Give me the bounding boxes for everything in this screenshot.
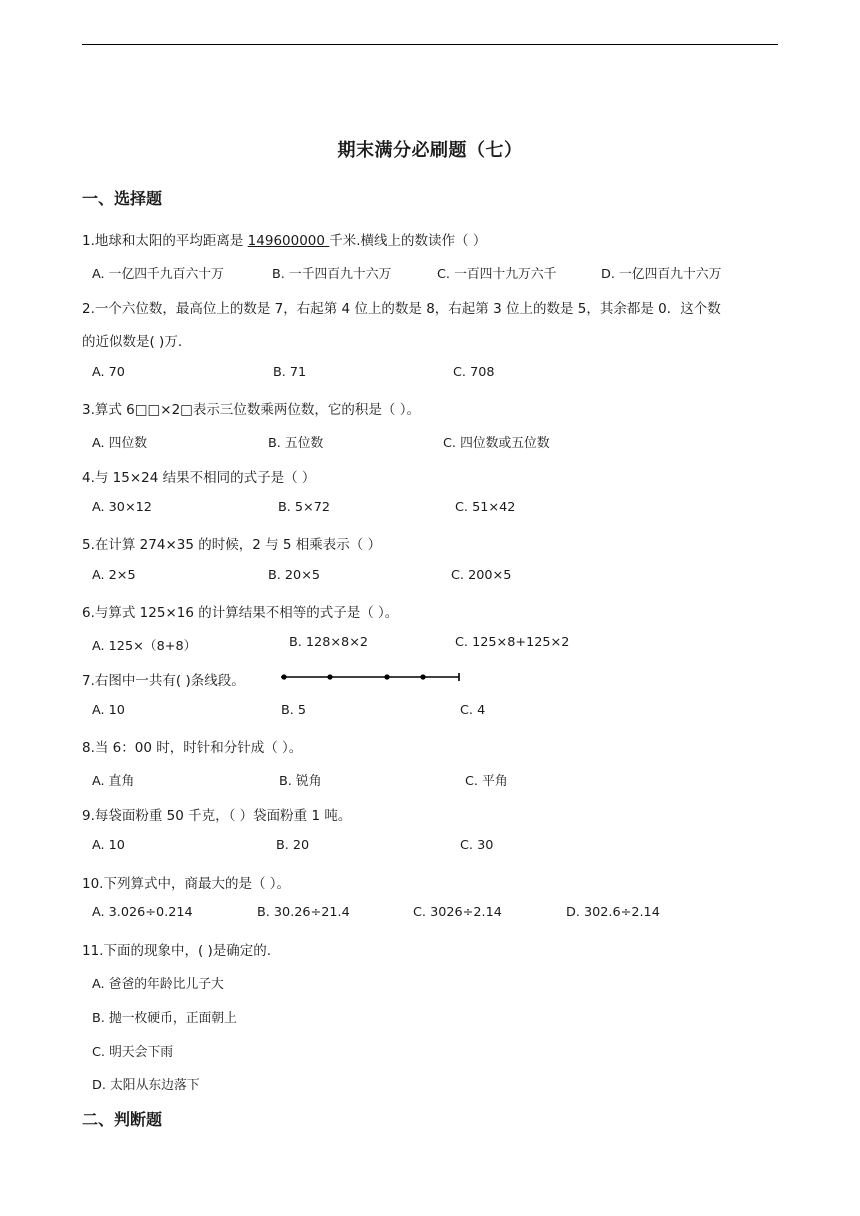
q9-option-a[interactable]: A. 10	[92, 838, 125, 853]
question-4: 4.与 15×24 结果不相同的式子是（ ）	[82, 470, 316, 486]
q11-option-a[interactable]: A. 爸爸的年龄比儿子大	[92, 977, 224, 992]
q1-option-a[interactable]: A. 一亿四千九百六十万	[92, 267, 224, 282]
question-1	[82, 229, 486, 249]
q5-option-b[interactable]: B. 20×5	[268, 568, 321, 583]
q1-option-d[interactable]: D. 一亿四百九十六万	[601, 267, 722, 282]
q3-option-c[interactable]: C. 四位数或五位数	[443, 436, 550, 451]
page-title: 期末满分必刷题（七）	[337, 140, 523, 161]
section-heading-choice: 一、选择题	[82, 189, 163, 208]
question-6: 6.与算式 125×16 的计算结果不相等的式子是（ ）。	[82, 605, 399, 621]
q3-option-b[interactable]: B. 五位数	[268, 436, 324, 451]
q10-option-d[interactable]: D. 302.6÷2.14	[566, 905, 660, 920]
q1-option-b[interactable]: B. 一千四百九十六万	[272, 267, 392, 282]
q10-option-c[interactable]: C. 3026÷2.14	[413, 905, 502, 920]
q1-option-c[interactable]: C. 一百四十九万六千	[437, 267, 557, 282]
question-5: 5.在计算 274×35 的时候，2 与 5 相乘表示（ ）	[82, 537, 382, 553]
section-heading-judge: 二、判断题	[82, 1110, 163, 1129]
q3-option-a[interactable]: A. 四位数	[92, 436, 148, 451]
q2-option-a[interactable]: A. 70	[92, 365, 125, 380]
q7-option-c[interactable]: C. 4	[460, 703, 486, 718]
q10-option-b[interactable]: B. 30.26÷21.4	[257, 905, 350, 920]
q11-option-d[interactable]: D. 太阳从东边落下	[92, 1078, 200, 1093]
q2-option-c[interactable]: C. 708	[453, 365, 495, 380]
q2-option-b[interactable]: B. 71	[273, 365, 307, 380]
q11-option-b[interactable]: B. 抛一枚硬币，正面朝上	[92, 1011, 237, 1026]
question-7: 7.右图中一共有( )条线段。	[82, 673, 245, 689]
q8-option-b[interactable]: B. 锐角	[279, 774, 322, 789]
q11-option-c[interactable]: C. 明天会下雨	[92, 1045, 174, 1060]
question-1-text-pre: 1.地球和太阳的平均距离是	[82, 233, 248, 249]
segment-point-3	[384, 674, 389, 679]
q8-option-c[interactable]: C. 平角	[465, 774, 508, 789]
question-3: 3.算式 6□□×2□表示三位数乘两位数，它的积是（ ）。	[82, 402, 420, 418]
line-segment-figure	[279, 671, 463, 683]
q9-option-c[interactable]: C. 30	[460, 838, 494, 853]
q7-option-b[interactable]: B. 5	[281, 703, 307, 718]
q6-option-c[interactable]: C. 125×8+125×2	[455, 635, 570, 650]
question-2-line-2: 的近似数是( )万.	[82, 334, 183, 350]
q5-option-c[interactable]: C. 200×5	[451, 568, 512, 583]
question-8: 8.当 6：00 时，时针和分针成（ ）。	[82, 740, 303, 756]
question-11: 11.下面的现象中，( )是确定的.	[82, 943, 272, 959]
q10-option-a[interactable]: A. 3.026÷0.214	[92, 905, 193, 920]
q4-option-b[interactable]: B. 5×72	[278, 500, 331, 515]
question-9: 9.每袋面粉重 50 千克，（ ）袋面粉重 1 吨。	[82, 808, 352, 824]
segment-point-4	[420, 674, 425, 679]
q7-option-a[interactable]: A. 10	[92, 703, 125, 718]
q6-option-b[interactable]: B. 128×8×2	[289, 635, 369, 650]
q9-option-b[interactable]: B. 20	[276, 838, 310, 853]
q4-option-a[interactable]: A. 30×12	[92, 500, 152, 515]
q5-option-a[interactable]: A. 2×5	[92, 568, 136, 583]
question-2-line-1: 2.一个六位数，最高位上的数是 7，右起第 4 位上的数是 8，右起第 3 位上的数是 5，其余都是 0．这个数	[82, 301, 721, 317]
q4-option-c[interactable]: C. 51×42	[455, 500, 516, 515]
q8-option-a[interactable]: A. 直角	[92, 774, 135, 789]
header-rule	[82, 44, 778, 45]
segment-point-2	[327, 674, 332, 679]
question-10: 10.下列算式中，商最大的是（ ）。	[82, 876, 291, 892]
segment-point-1	[281, 674, 286, 679]
question-1-underlined-number: 149600000	[247, 233, 330, 249]
q6-option-a[interactable]: A. 125×（8+8）	[92, 639, 197, 654]
question-1-text-post: 千米.横线上的数读作（ ）	[329, 233, 487, 249]
